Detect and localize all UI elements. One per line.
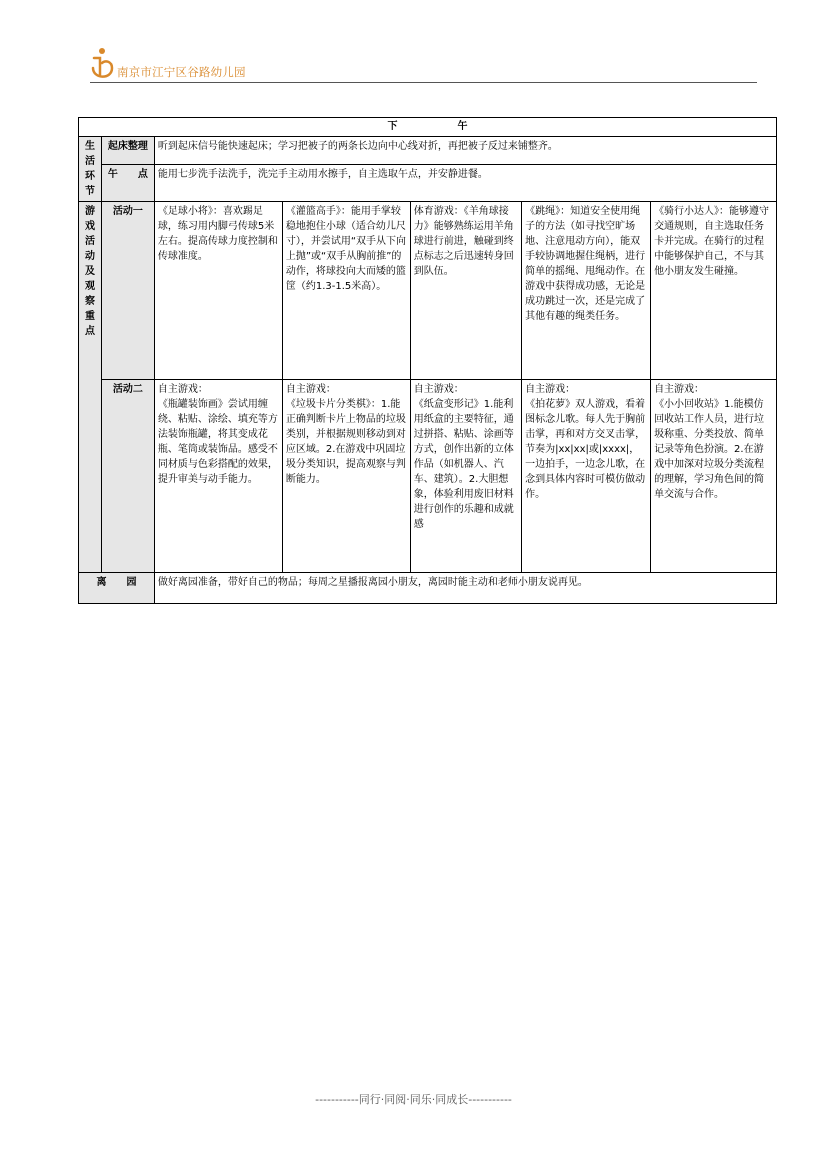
section-title-row: [79, 118, 777, 137]
activity1-cell: 《灌篮高手》：能用手掌较稳地抱住小球（适合幼儿尺寸），并尝试用“双手从下向上抛”或“双手从胸前推”的动作，将球投向大而矮的篮筐（约1.3-1.5米高）。: [282, 202, 410, 380]
snack-label: 午 点: [101, 165, 154, 202]
cell-body: 《瓶罐装饰画》尝试用缠绕、粘贴、涂绘、填充等方法装饰瓶罐，将其变成花瓶、笔筒或装饰品。感受不同材质与色彩搭配的效果，提升审美与动手能力。: [157, 399, 278, 485]
school-logo-icon: [90, 46, 116, 80]
cell-title: 自主游戏：: [413, 384, 464, 395]
activity1-cell: 《骑行小达人》：能够遵守交通规则，自主选取任务卡并完成。在骑行的过程中能够保护自己，不与其他小朋友发生碰撞。: [651, 202, 777, 380]
activity1-cell: 《足球小将》：喜欢踢足球，练习用内脚弓传球5米左右。提高传球力度控制和传球准度。: [154, 202, 282, 380]
wakeup-label: 起床整理: [101, 137, 154, 165]
header-divider: [90, 82, 757, 83]
game-section-label: 游戏活动及观察重点: [79, 202, 102, 573]
activity1-cell: 体育游戏：《羊角球接力》能够熟练运用羊角球进行前进，触碰到终点标志之后迅速转身回到队伍。: [410, 202, 521, 380]
activity2-cell: [522, 380, 651, 573]
cell-body: 《拍花萝》双人游戏，看着图标念儿歌。每人先于胸前击掌，再和对方交叉击掌，节奏为|xx|xx|或|xxxx|，一边拍手，一边念儿歌，在念到具体内容时可模仿做动作。: [525, 399, 646, 500]
leave-label: 离 园: [79, 573, 155, 604]
school-name: 南京市江宁区谷路幼儿园: [117, 65, 246, 79]
activity2-cell: [651, 380, 777, 573]
afternoon-plan-table: [78, 117, 777, 604]
cell-title: 自主游戏：: [654, 384, 705, 395]
life-section-label: 生活环节: [79, 137, 102, 202]
activity2-cell: [154, 380, 282, 573]
cell-title: 自主游戏：: [525, 384, 576, 395]
cell-body: 《垃圾卡片分类棋》：1.能正确判断卡片上物品的垃圾类别，并根据规则移动到对应区域。2.在游戏中巩固垃圾分类知识，提高观察与判断能力。: [285, 399, 406, 485]
page-footer: -----------同行·同阅·同乐·同成长-----------: [315, 1093, 512, 1106]
leave-content: 做好离园准备，带好自己的物品；每周之星播报离园小朋友，离园时能主动和老师小朋友说再见。: [154, 573, 776, 604]
leave-row: [79, 573, 777, 604]
snack-content: 能用七步洗手法洗手，洗完手主动用水擦手，自主选取午点，并安静进餐。: [154, 165, 776, 202]
activity1-row: [79, 202, 777, 380]
activity2-label: 活动二: [101, 380, 154, 573]
activity1-label: 活动一: [101, 202, 154, 380]
section-title: 下 午: [79, 118, 777, 137]
cell-title: 自主游戏：: [285, 384, 336, 395]
page-header: [90, 42, 757, 84]
activity1-cell: 《跳绳》：知道安全使用绳子的方法（如寻找空旷场地、注意甩动方向），能双手较协调地握住绳柄，进行简单的摇绳、甩绳动作。在游戏中获得成功感，无论是成功跳过一次，还是完成了其他有趣的绳类任务。: [522, 202, 651, 380]
wakeup-row: [79, 137, 777, 165]
wakeup-content: 听到起床信号能快速起床；学习把被子的两条长边向中心线对折，再把被子反过来铺整齐。: [154, 137, 776, 165]
snack-row: [79, 165, 777, 202]
activity2-cell: [282, 380, 410, 573]
cell-body: 《小小回收站》1.能模仿回收站工作人员，进行垃圾称重、分类投放、简单记录等角色扮演。2.在游戏中加深对垃圾分类流程的理解，学习角色间的简单交流与合作。: [654, 399, 765, 500]
cell-body: 《纸盒变形记》1.能利用纸盒的主要特征，通过拼搭、粘贴、涂画等方式，创作出新的立体作品（如机器人、汽车、建筑）。2.大胆想象，体验利用废旧材料进行创作的乐趣和成就感: [413, 399, 514, 530]
cell-title: 自主游戏：: [157, 384, 208, 395]
activity2-cell: [410, 380, 521, 573]
activity2-row: [79, 380, 777, 573]
